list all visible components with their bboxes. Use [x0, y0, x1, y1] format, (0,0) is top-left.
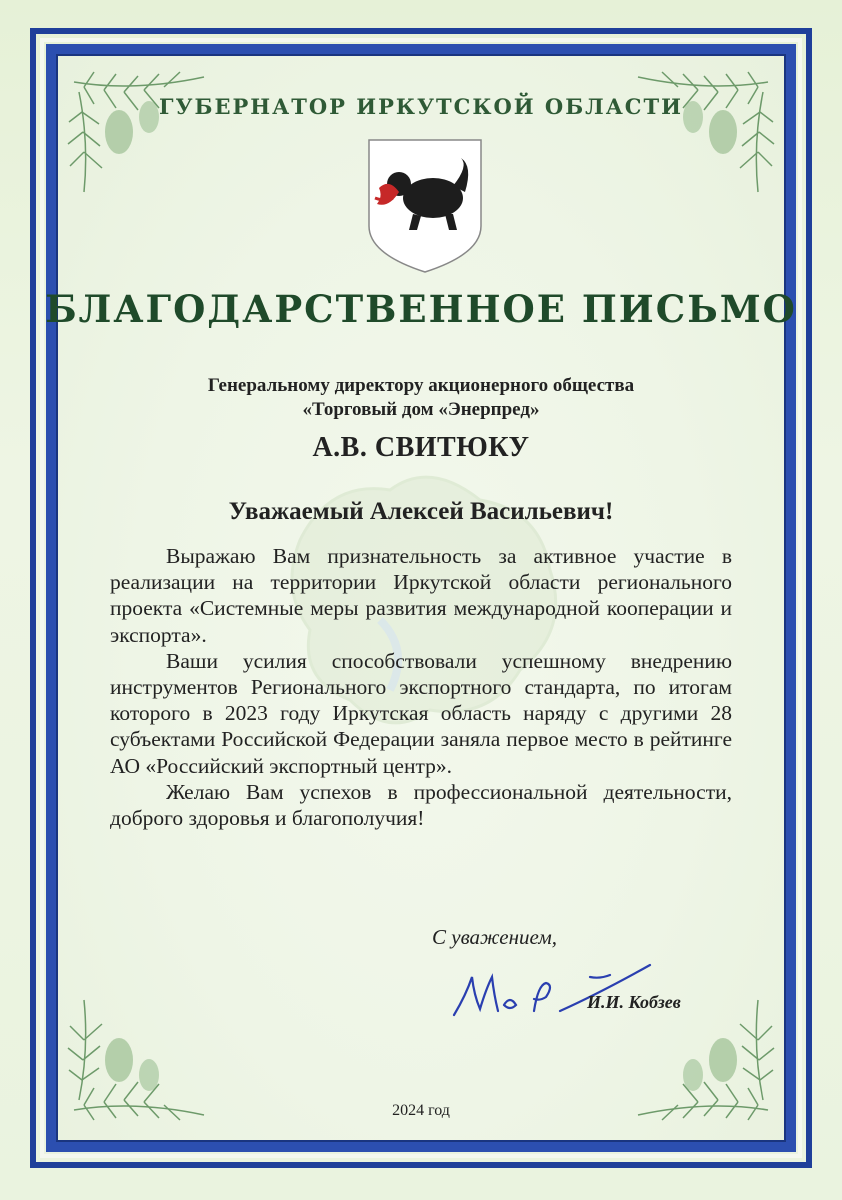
addressee-block: [0, 374, 842, 422]
paragraph-3: Желаю Вам успехов в профессиональной деятельности, доброго здоровья и благополучия!: [110, 779, 732, 831]
paragraph-1: Выражаю Вам признательность за активное участие в реализации на территории Иркутской области регионального проекта «Системные меры развития международной кооперации и экспорта».: [110, 544, 732, 647]
addressee-company: «Торговый дом «Энерпред»: [302, 399, 540, 420]
closing: С уважением,: [432, 925, 557, 949]
paragraph-2: Ваши усилия способствовали успешному внедрению инструментов Регионального экспортного стандарта, по итогам которого в 2023 году Иркутская область наряду с другими 28 субъектами Российской Федерации заняла первое место в рейтинге АО «Российский экспортный центр».: [110, 648, 732, 778]
irkutsk-coat-of-arms-icon: [365, 136, 485, 276]
signer-name: И.И. Кобзев: [587, 992, 681, 1012]
document-year: 2024 год: [392, 1102, 450, 1119]
pine-ornament-top-right-icon: [628, 62, 778, 202]
addressee-name: А.В. СВИТЮКУ: [312, 432, 530, 463]
letter-title: БЛАГОДАРСТВЕННОЕ ПИСЬМО: [45, 287, 797, 331]
greeting: Уважаемый Алексей Васильевич!: [228, 498, 614, 525]
addressee-position: Генеральному директору акционерного общества: [207, 375, 635, 396]
pine-ornament-top-left-icon: [64, 62, 214, 202]
issuer-heading: ГУБЕРНАТОР ИРКУТСКОЙ ОБЛАСТИ: [158, 94, 683, 119]
letter-body: [110, 543, 732, 831]
handwritten-signature-icon: [450, 955, 670, 1025]
